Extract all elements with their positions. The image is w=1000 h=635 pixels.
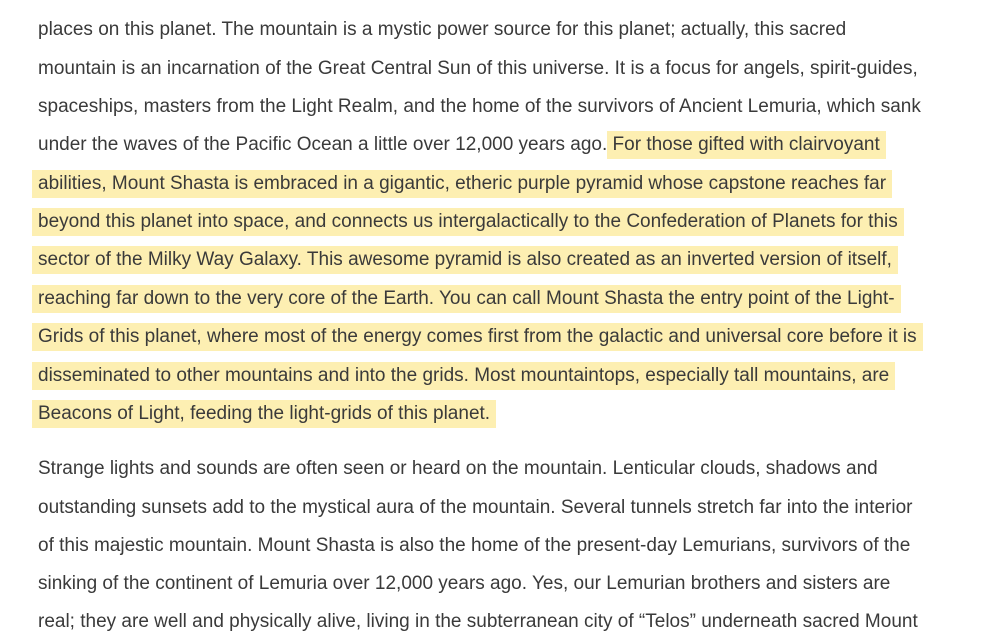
highlighted-line-1 [38,171,886,197]
highlighted-text-3: sector of the Milky Way Galaxy. This awesome pyramid is also created as an inverted version of itself, [32,246,898,274]
highlighted-text-6: disseminated to other mountains and into the grids. Most mountaintops, especially tall mountains, are [32,362,895,390]
paragraph-1-line-4-plain: under the waves of the Pacific Ocean a little over 12,000 years ago. [38,134,608,155]
paragraph-1-line-1: places on this planet. The mountain is a mystic power source for this planet; actually, this sacred [38,19,847,40]
paragraph-2-line-1: Strange lights and sounds are often seen or heard on the mountain. Lenticular clouds, shadows and [38,458,878,479]
highlighted-text-4: reaching far down to the very core of the Earth. You can call Mount Shasta the entry point of the Light- [32,285,901,313]
paragraph-2-line-4: sinking of the continent of Lemuria over 12,000 years ago. Yes, our Lemurian brothers and sisters are [38,573,891,594]
highlighted-text-5: Grids of this planet, where most of the energy comes first from the galactic and universal core before it is [32,323,923,351]
paragraph-2-line-2: outstanding sunsets add to the mystical aura of the mountain. Several tunnels stretch far into the interior [38,497,913,518]
highlighted-line-6 [38,363,889,389]
paragraph-1-line-3: spaceships, masters from the Light Realm, and the home of the survivors of Ancient Lemuria, which sank [38,96,921,117]
highlighted-line-7 [38,401,490,427]
paragraph-2-line-3: of this majestic mountain. Mount Shasta is also the home of the present-day Lemurians, survivors of the [38,535,911,556]
highlight-start: For those gifted with clairvoyant [607,131,885,159]
highlighted-line-3 [38,247,892,273]
highlighted-line-2 [38,209,898,235]
paragraph-1-line-2: mountain is an incarnation of the Great Central Sun of this universe. It is a focus for angels, spirit-guides, [38,58,918,79]
highlighted-line-4 [38,286,895,312]
highlighted-line-5 [38,324,917,350]
paragraph-2-line-5: real; they are well and physically alive, living in the subterranean city of “Telos” underneath sacred Mount [38,611,918,632]
paragraph-1-line-4 [38,132,880,158]
highlighted-text-1: abilities, Mount Shasta is embraced in a gigantic, etheric purple pyramid whose capstone reaches far [32,170,892,198]
highlighted-text-7: Beacons of Light, feeding the light-grids of this planet. [32,400,496,428]
highlighted-text-2: beyond this planet into space, and connects us intergalactically to the Confederation of Planets for this [32,208,904,236]
